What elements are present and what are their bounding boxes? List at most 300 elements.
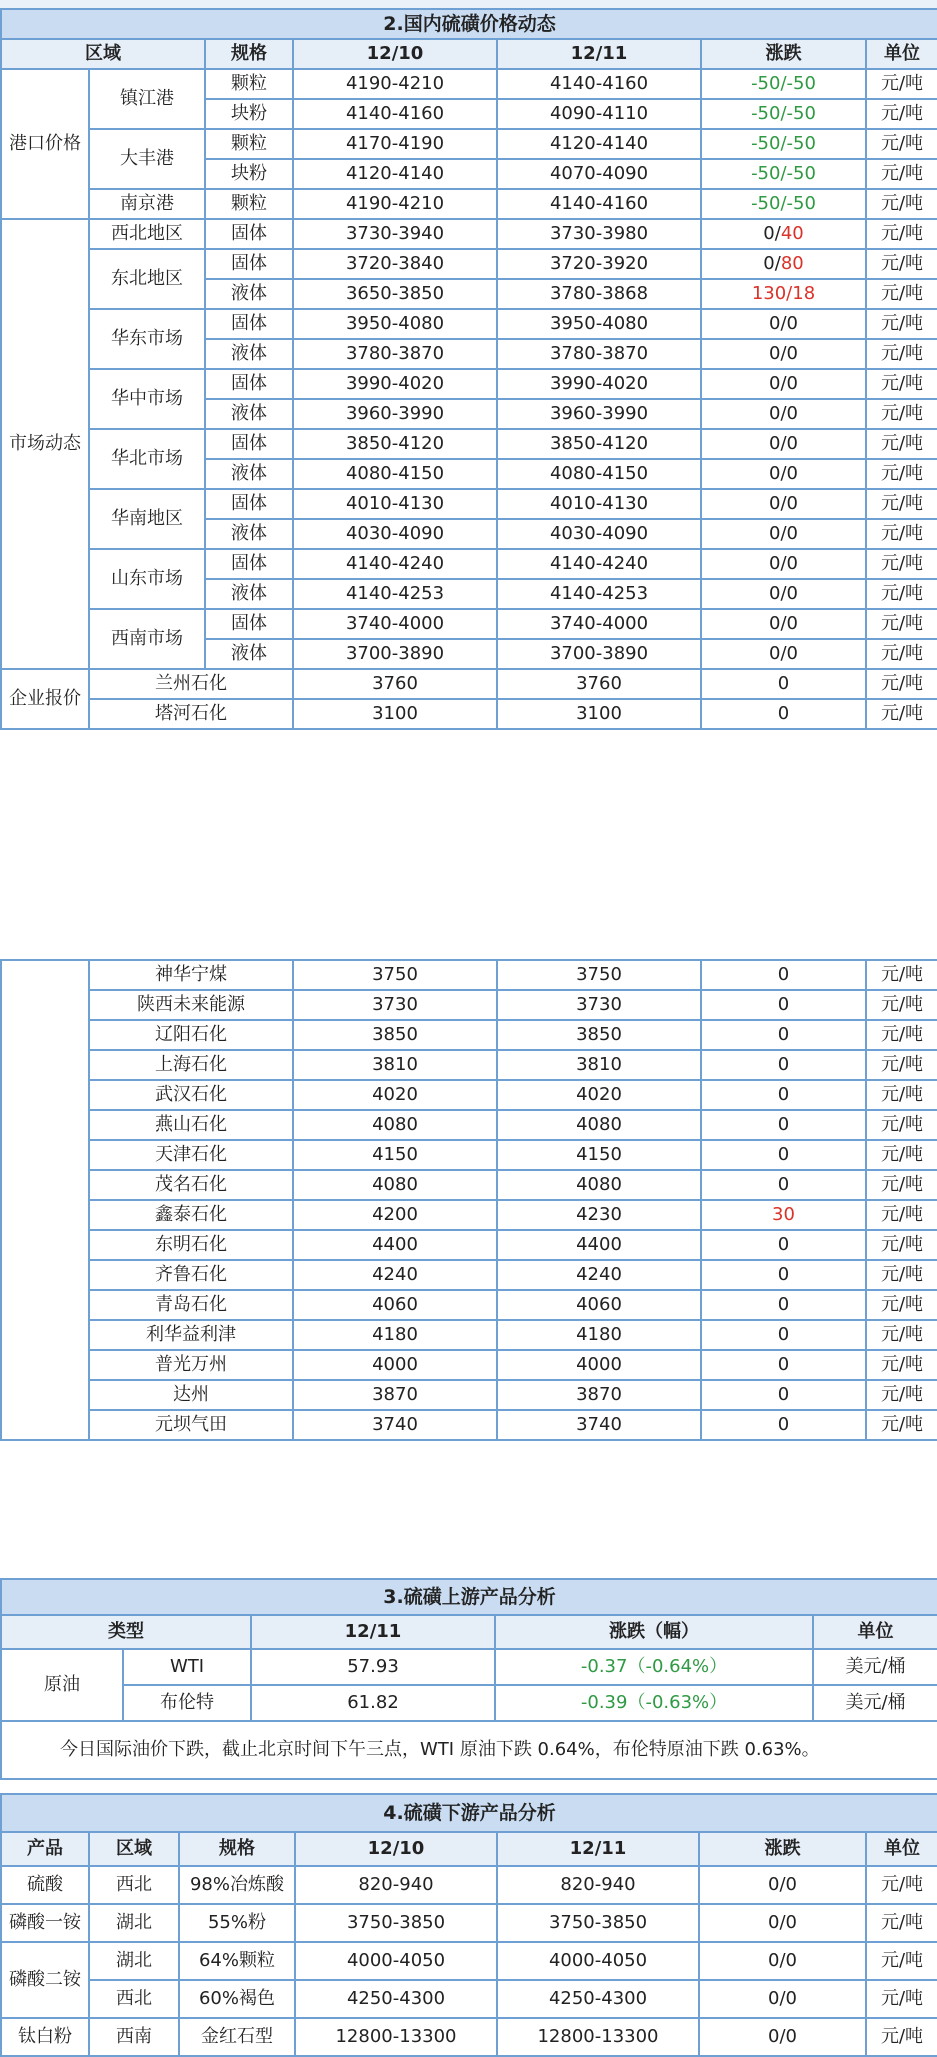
price-cell: 4060	[497, 1290, 701, 1320]
price-cell: 3960-3990	[497, 399, 701, 429]
product-cell: 磷酸一铵	[1, 1904, 89, 1942]
unit-cell: 元/吨	[866, 429, 937, 459]
table-row	[1, 1080, 937, 1110]
table-row	[1, 1866, 937, 1904]
table-row	[1, 990, 937, 1020]
change-cell	[701, 1170, 866, 1200]
table-row	[1, 1410, 937, 1440]
column-header: 12/10	[293, 39, 497, 69]
change-value: 0/0	[769, 433, 798, 455]
price-cell: 3730-3980	[497, 219, 701, 249]
change-value: 0	[777, 1054, 790, 1076]
change-value: 0	[777, 1024, 790, 1046]
price-cell: 3960-3990	[293, 399, 497, 429]
price-cell: 3810	[293, 1050, 497, 1080]
section-title-row	[1, 1794, 937, 1832]
table-row	[1, 1290, 937, 1320]
change-value: 0	[777, 1234, 790, 1256]
price-cell: 3760	[293, 669, 497, 699]
unit-cell: 元/吨	[866, 1904, 937, 1942]
change-cell	[701, 159, 866, 189]
price-cell: 4140-4253	[293, 579, 497, 609]
spec-cell: 颗粒	[205, 129, 293, 159]
company-cell: 齐鲁石化	[89, 1260, 293, 1290]
spec-cell: 固体	[205, 429, 293, 459]
change-value: 0/0	[769, 373, 798, 395]
change-value: 0/0	[768, 1988, 797, 2010]
change-cell	[701, 1410, 866, 1440]
column-header: 类型	[1, 1615, 251, 1649]
table-row	[1, 129, 937, 159]
price-cell: 3850	[497, 1020, 701, 1050]
change-cell	[699, 1904, 866, 1942]
unit-cell: 元/吨	[866, 1020, 937, 1050]
company-cell: 达州	[89, 1380, 293, 1410]
table-row	[1, 309, 937, 339]
header-row	[1, 39, 937, 69]
price-cell: 4250-4300	[497, 1980, 699, 2018]
table-row	[1, 1380, 937, 1410]
unit-cell: 元/吨	[866, 579, 937, 609]
price-cell: 4080-4150	[293, 459, 497, 489]
table-row	[1, 1260, 937, 1290]
price-cell: 4080-4150	[497, 459, 701, 489]
category-cell: 港口价格	[1, 69, 89, 219]
spec-cell: 固体	[205, 249, 293, 279]
change-value: 0	[777, 703, 790, 725]
column-header: 单位	[866, 39, 937, 69]
column-header: 规格	[179, 1832, 295, 1866]
region-cell: 华北市场	[89, 429, 205, 489]
price-cell: 4400	[293, 1230, 497, 1260]
unit-cell: 元/吨	[866, 1200, 937, 1230]
table-row	[1, 1350, 937, 1380]
change-value: 0/0	[769, 493, 798, 515]
unit-cell: 元/吨	[866, 669, 937, 699]
spec-cell: 64%颗粒	[179, 1942, 295, 1980]
change-cell	[701, 459, 866, 489]
section-title: 2.国内硫磺价格动态	[1, 9, 937, 39]
spec-cell: 液体	[205, 639, 293, 669]
unit-cell: 元/吨	[866, 339, 937, 369]
unit-cell: 元/吨	[866, 459, 937, 489]
price-cell: 57.93	[251, 1649, 495, 1685]
spec-cell: 液体	[205, 339, 293, 369]
price-cell: 4120-4140	[293, 159, 497, 189]
change-cell	[701, 1020, 866, 1050]
price-cell: 3780-3868	[497, 279, 701, 309]
company-cell: 燕山石化	[89, 1110, 293, 1140]
unit-cell: 元/吨	[866, 1260, 937, 1290]
unit-cell: 元/吨	[866, 1380, 937, 1410]
change-cell	[701, 429, 866, 459]
change-cell	[701, 339, 866, 369]
table-row	[1, 1980, 937, 2018]
unit-cell: 元/吨	[866, 219, 937, 249]
price-cell: 4030-4090	[293, 519, 497, 549]
region-cell: 西南	[89, 2018, 179, 2056]
company-cell: 陕西未来能源	[89, 990, 293, 1020]
table-row	[1, 1320, 937, 1350]
price-cell: 4000-4050	[497, 1942, 699, 1980]
header-row	[1, 1615, 937, 1649]
unit-cell: 元/吨	[866, 99, 937, 129]
price-cell: 4070-4090	[497, 159, 701, 189]
change-cell	[701, 249, 866, 279]
change-cell	[701, 1380, 866, 1410]
company-cell: 元坝气田	[89, 1410, 293, 1440]
region-cell: 西北	[89, 1980, 179, 2018]
change-cell	[701, 369, 866, 399]
unit-cell: 元/吨	[866, 639, 937, 669]
spec-cell: 液体	[205, 459, 293, 489]
price-cell: 4140-4253	[497, 579, 701, 609]
change-value: 0/0	[769, 643, 798, 665]
change-value: 0/	[763, 253, 781, 275]
price-cell: 4090-4110	[497, 99, 701, 129]
price-cell: 4140-4160	[497, 189, 701, 219]
change-value: 0/0	[769, 403, 798, 425]
change-cell	[701, 669, 866, 699]
change-value: 0	[777, 1264, 790, 1286]
price-cell: 3100	[293, 699, 497, 729]
company-cell: 兰州石化	[89, 669, 293, 699]
price-cell: 3780-3870	[293, 339, 497, 369]
price-cell: 3810	[497, 1050, 701, 1080]
change-cell	[701, 69, 866, 99]
spec-cell: 颗粒	[205, 189, 293, 219]
change-value: 0/0	[768, 1874, 797, 1896]
change-cell	[699, 2018, 866, 2056]
change-value: 0/0	[768, 1950, 797, 1972]
price-cell: 4150	[293, 1140, 497, 1170]
change-value: 0	[777, 964, 790, 986]
price-cell: 4230	[497, 1200, 701, 1230]
column-header: 区域	[1, 39, 205, 69]
table-row	[1, 609, 937, 639]
price-cell: 3700-3890	[293, 639, 497, 669]
spec-cell: 固体	[205, 609, 293, 639]
spec-cell: 液体	[205, 399, 293, 429]
change-cell	[701, 309, 866, 339]
price-cell: 820-940	[497, 1866, 699, 1904]
product-cell: 钛白粉	[1, 2018, 89, 2056]
company-cell: 利华益利津	[89, 1320, 293, 1350]
change-value: 0/	[763, 223, 781, 245]
unit-cell: 元/吨	[866, 960, 937, 990]
change-value: 40	[780, 223, 804, 245]
change-cell	[701, 609, 866, 639]
change-cell	[701, 1230, 866, 1260]
change-value: 0	[777, 994, 790, 1016]
table-row	[1, 669, 937, 699]
note-row	[1, 1721, 937, 1779]
spec-cell: 液体	[205, 279, 293, 309]
company-cell: 青岛石化	[89, 1290, 293, 1320]
change-cell	[701, 549, 866, 579]
company-cell: 塔河石化	[89, 699, 293, 729]
price-cell: 3950-4080	[497, 309, 701, 339]
table-row	[1, 960, 937, 990]
price-cell: 3720-3840	[293, 249, 497, 279]
category-cell: 市场动态	[1, 219, 89, 669]
unit-cell: 美元/桶	[813, 1685, 937, 1721]
price-cell: 4140-4240	[497, 549, 701, 579]
price-cell: 4020	[497, 1080, 701, 1110]
change-value: 0	[777, 1324, 790, 1346]
price-cell: 3850-4120	[293, 429, 497, 459]
change-value: -0.37（-0.64%）	[580, 1656, 728, 1678]
column-header: 单位	[866, 1832, 937, 1866]
column-header: 规格	[205, 39, 293, 69]
unit-cell: 元/吨	[866, 1980, 937, 2018]
change-cell	[701, 990, 866, 1020]
table-row	[1, 1200, 937, 1230]
change-value: -50/-50	[751, 103, 816, 125]
unit-cell: 元/吨	[866, 129, 937, 159]
change-cell	[701, 519, 866, 549]
change-cell	[701, 699, 866, 729]
company-cell: 神华宁煤	[89, 960, 293, 990]
price-cell: 3750-3850	[295, 1904, 497, 1942]
change-value: 0/0	[769, 463, 798, 485]
change-value: -50/-50	[751, 73, 816, 95]
price-cell: 3760	[497, 669, 701, 699]
change-value: 130/18	[751, 283, 816, 305]
unit-cell: 元/吨	[866, 1942, 937, 1980]
region-cell: 东北地区	[89, 249, 205, 309]
table-row	[1, 549, 937, 579]
section-title-row	[1, 9, 937, 39]
change-cell	[701, 1080, 866, 1110]
price-cell: 4140-4160	[293, 99, 497, 129]
column-header: 12/11	[497, 39, 701, 69]
unit-cell: 元/吨	[866, 159, 937, 189]
price-cell: 4060	[293, 1290, 497, 1320]
change-value: 0	[777, 1294, 790, 1316]
price-cell: 4030-4090	[497, 519, 701, 549]
spec-cell: 颗粒	[205, 69, 293, 99]
region-cell: 西北	[89, 1866, 179, 1904]
product-cell: 磷酸二铵	[1, 1942, 89, 2018]
table-row	[1, 219, 937, 249]
change-cell	[701, 1290, 866, 1320]
unit-cell: 元/吨	[866, 1050, 937, 1080]
downstream-product-table	[0, 1793, 937, 2057]
unit-cell: 元/吨	[866, 1410, 937, 1440]
region-cell: 华东市场	[89, 309, 205, 369]
price-cell: 4200	[293, 1200, 497, 1230]
price-cell: 3990-4020	[497, 369, 701, 399]
price-cell: 4010-4130	[497, 489, 701, 519]
unit-cell: 元/吨	[866, 399, 937, 429]
company-cell: 茂名石化	[89, 1170, 293, 1200]
table-row	[1, 2018, 937, 2056]
change-value: 0/0	[769, 583, 798, 605]
change-value: 0	[777, 1414, 790, 1436]
change-value: -50/-50	[751, 133, 816, 155]
company-cell: 天津石化	[89, 1140, 293, 1170]
change-value: 0/0	[769, 613, 798, 635]
region-cell: 华南地区	[89, 489, 205, 549]
price-cell: 4240	[293, 1260, 497, 1290]
table-row	[1, 489, 937, 519]
upstream-product-table	[0, 1578, 937, 1780]
domestic-sulfur-price-table	[0, 8, 937, 730]
unit-cell: 元/吨	[866, 309, 937, 339]
price-cell: 4140-4160	[497, 69, 701, 99]
unit-cell: 元/吨	[866, 1230, 937, 1260]
change-cell	[699, 1980, 866, 2018]
change-cell	[701, 1050, 866, 1080]
company-cell: 武汉石化	[89, 1080, 293, 1110]
region-cell: 南京港	[89, 189, 205, 219]
market-note: 今日国际油价下跌，截止北京时间下午三点，WTI 原油下跌 0.64%，布伦特原油下跌 0.63%。	[1, 1721, 937, 1779]
change-value: 0	[777, 1174, 790, 1196]
unit-cell: 元/吨	[866, 69, 937, 99]
price-cell: 4170-4190	[293, 129, 497, 159]
price-cell: 4400	[497, 1230, 701, 1260]
change-cell	[701, 189, 866, 219]
change-value: 0/0	[768, 2026, 797, 2048]
column-header: 12/10	[295, 1832, 497, 1866]
price-cell: 3740	[293, 1410, 497, 1440]
unit-cell: 元/吨	[866, 699, 937, 729]
price-cell: 61.82	[251, 1685, 495, 1721]
change-cell	[701, 639, 866, 669]
change-value: 80	[780, 253, 804, 275]
spec-cell: 固体	[205, 369, 293, 399]
unit-cell: 元/吨	[866, 1290, 937, 1320]
unit-cell: 元/吨	[866, 1140, 937, 1170]
company-quote-table	[0, 959, 937, 1441]
price-cell: 3750	[497, 960, 701, 990]
unit-cell: 元/吨	[866, 1866, 937, 1904]
price-cell: 12800-13300	[497, 2018, 699, 2056]
section-title-row	[1, 1579, 937, 1615]
price-cell: 3750-3850	[497, 1904, 699, 1942]
price-cell: 3740	[497, 1410, 701, 1440]
spec-cell: 固体	[205, 219, 293, 249]
change-cell	[699, 1942, 866, 1980]
change-cell	[701, 99, 866, 129]
change-value: 0/0	[769, 553, 798, 575]
spec-cell: 固体	[205, 549, 293, 579]
change-value: 0	[777, 673, 790, 695]
price-cell: 4240	[497, 1260, 701, 1290]
price-cell: 4000-4050	[295, 1942, 497, 1980]
change-cell	[701, 219, 866, 249]
table-row	[1, 249, 937, 279]
category-cell	[1, 960, 89, 1440]
column-header: 12/11	[251, 1615, 495, 1649]
price-cell: 4140-4240	[293, 549, 497, 579]
table-row	[1, 429, 937, 459]
spec-cell: 固体	[205, 489, 293, 519]
price-cell: 3990-4020	[293, 369, 497, 399]
price-cell: 4000	[497, 1350, 701, 1380]
change-value: 0/0	[769, 523, 798, 545]
change-value: 0/0	[769, 343, 798, 365]
section-title: 3.硫磺上游产品分析	[1, 1579, 937, 1615]
price-cell: 4010-4130	[293, 489, 497, 519]
change-value: -0.39（-0.63%）	[580, 1692, 728, 1714]
unit-cell: 元/吨	[866, 1350, 937, 1380]
region-cell: 湖北	[89, 1942, 179, 1980]
table-row	[1, 1649, 937, 1685]
column-header: 单位	[813, 1615, 937, 1649]
change-value: 0	[777, 1084, 790, 1106]
spec-cell: 液体	[205, 519, 293, 549]
column-header: 产品	[1, 1832, 89, 1866]
region-cell: 湖北	[89, 1904, 179, 1942]
price-cell: 3870	[293, 1380, 497, 1410]
price-cell: 4020	[293, 1080, 497, 1110]
unit-cell: 元/吨	[866, 279, 937, 309]
unit-cell: 元/吨	[866, 369, 937, 399]
price-cell: 4150	[497, 1140, 701, 1170]
price-cell: 4000	[293, 1350, 497, 1380]
table-row	[1, 1170, 937, 1200]
unit-cell: 元/吨	[866, 519, 937, 549]
company-cell: 鑫泰石化	[89, 1200, 293, 1230]
company-cell: 普光万州	[89, 1350, 293, 1380]
price-cell: 4080	[293, 1170, 497, 1200]
unit-cell: 元/吨	[866, 189, 937, 219]
change-cell	[699, 1866, 866, 1904]
company-cell: 辽阳石化	[89, 1020, 293, 1050]
price-cell: 3750	[293, 960, 497, 990]
price-cell: 4250-4300	[295, 1980, 497, 2018]
price-cell: 3730-3940	[293, 219, 497, 249]
table-row	[1, 1050, 937, 1080]
table-row	[1, 69, 937, 99]
region-cell: 山东市场	[89, 549, 205, 609]
unit-cell: 元/吨	[866, 249, 937, 279]
change-cell	[701, 1350, 866, 1380]
change-value: 0	[777, 1354, 790, 1376]
price-cell: 3700-3890	[497, 639, 701, 669]
company-cell: 上海石化	[89, 1050, 293, 1080]
change-value: 30	[772, 1204, 795, 1226]
price-cell: 4190-4210	[293, 189, 497, 219]
region-cell: 西南市场	[89, 609, 205, 669]
section-title: 4.硫磺下游产品分析	[1, 1794, 937, 1832]
change-cell	[495, 1649, 813, 1685]
table-row	[1, 1942, 937, 1980]
spec-cell: 液体	[205, 579, 293, 609]
unit-cell: 美元/桶	[813, 1649, 937, 1685]
change-cell	[495, 1685, 813, 1721]
change-cell	[701, 129, 866, 159]
product-cell: 原油	[1, 1649, 123, 1721]
price-cell: 4180	[293, 1320, 497, 1350]
product-cell: 硫酸	[1, 1866, 89, 1904]
change-cell	[701, 579, 866, 609]
price-cell: 4120-4140	[497, 129, 701, 159]
price-cell: 3780-3870	[497, 339, 701, 369]
price-cell: 3730	[497, 990, 701, 1020]
price-cell: 4190-4210	[293, 69, 497, 99]
column-header: 涨跌（幅）	[495, 1615, 813, 1649]
price-cell: 4180	[497, 1320, 701, 1350]
price-cell: 4080	[293, 1110, 497, 1140]
spec-cell: 60%褐色	[179, 1980, 295, 2018]
region-cell: 西北地区	[89, 219, 205, 249]
unit-cell: 元/吨	[866, 2018, 937, 2056]
category-cell: 企业报价	[1, 669, 89, 729]
table-row	[1, 1020, 937, 1050]
